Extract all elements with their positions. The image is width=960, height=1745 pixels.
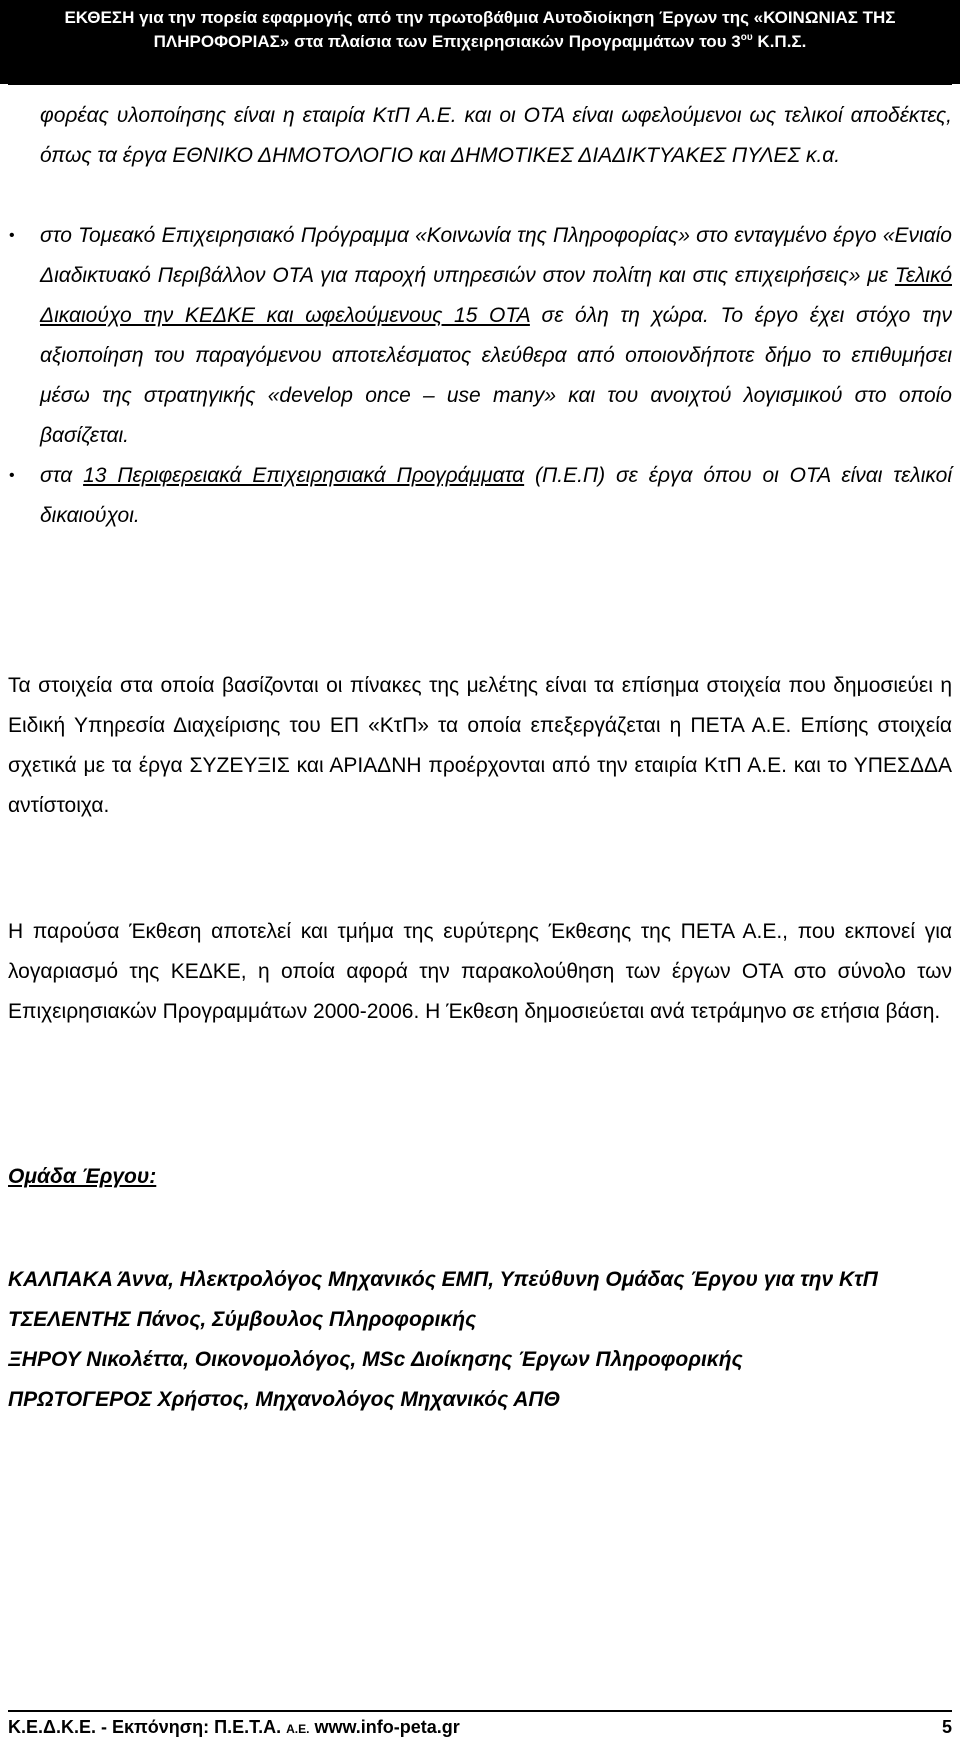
footer-org-suffix: Α.Ε. [286, 1722, 310, 1736]
footer-org: Κ.Ε.Δ.Κ.Ε. - Εκπόνηση: Π.Ε.Τ.Α. [8, 1717, 287, 1737]
header-rule [8, 82, 952, 85]
paragraph-report-scope: Η παρούσα Έκθεση αποτελεί και τμήμα της ευρύτερης Έκθεσης της ΠΕΤΑ Α.Ε., που εκπονεί για λογαριασμό της ΚΕΔΚΕ, η οποία αφορά την παρακολούθηση των έργων ΟΤΑ στο σύνολο των Επιχειρησιακών Προγραμμάτων 2000-2006. Η Έκθεση δημοσιεύεται ανά τετράμηνο σε ετήσια βάση. [8, 920, 952, 1023]
bullet-icon: • [9, 227, 15, 244]
header-line-2-text: ΠΛΗΡΟΦΟΡΙΑΣ» στα πλαίσια των Επιχειρησιακών Προγραμμάτων του 3 [153, 32, 741, 51]
team-member: ΚΑΛΠΑΚΑ Άννα, Ηλεκτρολόγος Μηχανικός ΕΜΠ, Υπεύθυνη Ομάδας Έργου για την ΚτΠ [8, 1268, 878, 1291]
team-list [8, 1260, 952, 1420]
page-number: 5 [941, 1717, 952, 1737]
paragraph-data-sources: Τα στοιχεία στα οποία βασίζονται οι πίνακες της μελέτης είναι τα επίσημα στοιχεία που δημοσιεύει η Ειδική Υπηρεσία Διαχείρισης του ΕΠ «ΚτΠ» τα οποία επεξεργάζεται η ΠΕΤΑ Α.Ε. Επίσης στοιχεία σχετικά με τα έργα ΣΥΖΕΥΞΙΣ και ΑΡΙΑΔΝΗ προέρχονται από την εταιρία ΚτΠ Α.Ε. και το ΥΠΕΣΔΔΑ αντίστοιχα. [8, 674, 952, 817]
team-member: ΤΣΕΛΕΝΤΗΣ Πάνος, Σύμβουλος Πληροφορικής [8, 1308, 477, 1331]
intro-paragraph: φορέας υλοποίησης είναι η εταιρία ΚτΠ Α.Ε. και οι ΟΤΑ είναι ωφελούμενοι ως τελικοί αποδέκτες, όπως τα έργα ΕΘΝΙΚΟ ΔΗΜΟΤΟΛΟΓΙΟ και ΔΗΜΟΤΙΚΕΣ ΔΙΑΔΙΚΤΥΑΚΕΣ ΠΥΛΕΣ κ.α. [40, 104, 952, 167]
footer-credit [8, 1714, 460, 1742]
page-footer [8, 1714, 952, 1740]
team-member: ΠΡΩΤΟΓΕΡΟΣ Χρήστος, Μηχανολόγος Μηχανικός ΑΠΘ [8, 1388, 560, 1411]
bullet-item-pep [9, 456, 952, 536]
team-member: ΞΗΡΟΥ Νικολέττα, Οικονομολόγος, MSc Διοίκησης Έργων Πληροφορικής [8, 1348, 743, 1371]
intro-italic-text [40, 96, 952, 176]
bullet-item-text: στα [40, 464, 84, 487]
header-line-1: ΕΚΘΕΣΗ για την πορεία εφαρμογής από την πρωτοβάθμια Αυτοδιοίκηση Έργων της «ΚΟΙΝΩΝΙΑΣ ΤΗΣ [64, 8, 896, 27]
bullet-item-underlined: Τελικό Δικαιούχο την ΚΕΔΚΕ και ωφελούμενους 15 ΟΤΑ [40, 264, 952, 327]
header-line-2 [0, 30, 960, 54]
header-line-2-end: Κ.Π.Σ. [752, 32, 807, 51]
bullet-icon: • [9, 467, 15, 484]
bullet-item-text: στο Τομεακό Επιχειρησιακό Πρόγραμμα «Κοινωνία της Πληροφορίας» στο ενταγμένο έργο «Ενιαίο Διαδικτυακό Περιβάλλον ΟΤΑ για παροχή υπηρεσιών στον πολίτη και στις επιχειρήσεις» με [40, 224, 952, 287]
bullet-item-text: (Π.Ε.Π) σε έργα όπου οι ΟΤΑ είναι τελικοί δικαιούχοι. [40, 464, 952, 527]
footer-url: www.info-peta.gr [309, 1717, 460, 1737]
footer-rule [8, 1710, 952, 1712]
bullet-item-underlined: 13 Περιφερειακά Επιχειρησιακά Προγράμματα [83, 464, 525, 487]
header-superscript: ου [740, 32, 753, 43]
bullet-item-tomeako [9, 216, 952, 456]
page-header [0, 0, 960, 84]
team-title: Ομάδα Έργου: [8, 1165, 157, 1188]
bullet-list [9, 216, 952, 536]
bullet-item-text: σε όλη τη χώρα. Το έργο έχει στόχο την αξιοποίηση του παραγόμενου αποτελέσματος ελεύθερα από οποιονδήποτε δήμο το επιθυμήσει μέσω της στρατηγικής «develop once – use many» και του ανοιχτού λογισμικού στο οποίο βασίζεται. [40, 304, 952, 447]
